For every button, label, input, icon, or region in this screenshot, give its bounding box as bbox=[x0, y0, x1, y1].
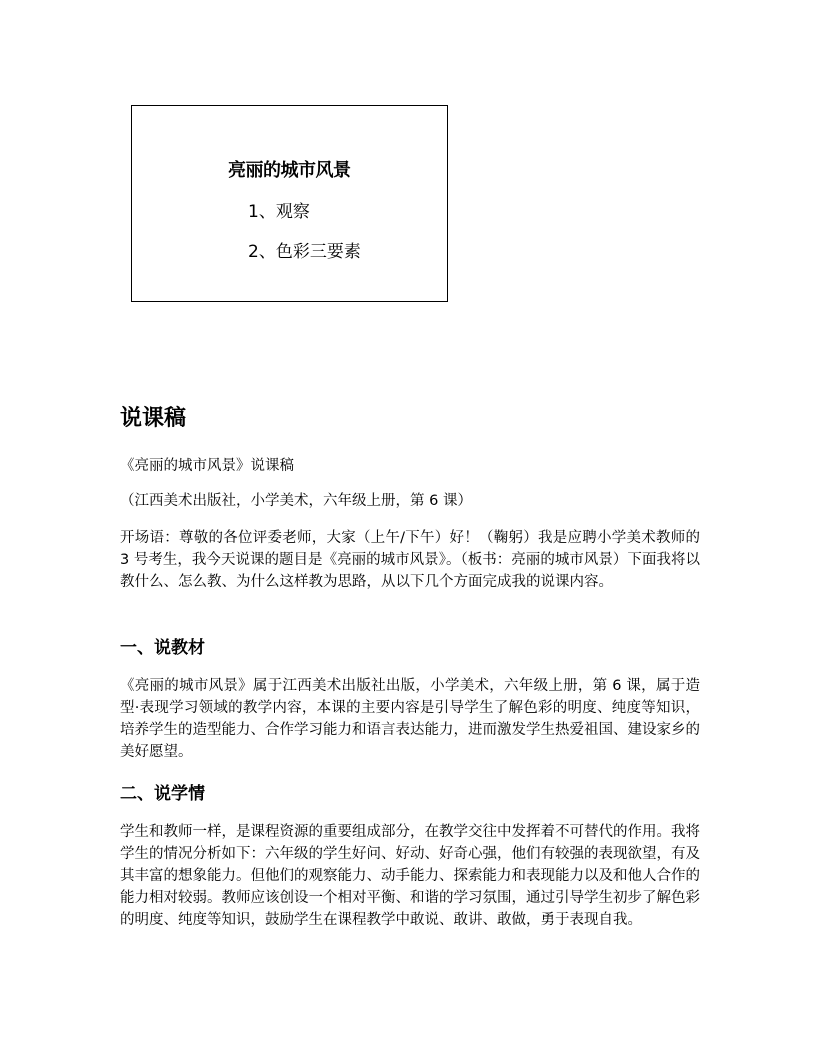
board-title: 亮丽的城市风景 bbox=[228, 160, 351, 181]
section-heading-textbook: 一、说教材 bbox=[120, 638, 205, 658]
document-subtitle: 《亮丽的城市风景》说课稿 bbox=[120, 458, 294, 474]
opening-paragraph: 开场语：尊敬的各位评委老师，大家（上午/下午）好！（鞠躬）我是应聘小学美术教师的 3 号考生，我今天说课的题目是《亮丽的城市风景》。（板书：亮丽的城市风景）下面我将以教什么、怎么教、为什么这样教为思路，从以下几个方面完成我的说课内容。 bbox=[120, 530, 700, 590]
document-title: 说课稿 bbox=[120, 406, 187, 431]
section-body-students: 学生和教师一样，是课程资源的重要组成部分，在教学交往中发挥着不可替代的作用。我将学生的情况分析如下：六年级的学生好问、好动、好奇心强，他们有较强的表现欲望，有及其丰富的想象能力。但他们的观察能力、动手能力、探索能力和表现能力以及和他人合作的能力相对较弱。教师应该创设一个相对平衡、和谐的学习氛围，通过引导学生初步了解色彩的明度、纯度等知识，鼓励学生在课程教学中敢说、敢讲、敢做，勇于表现自我。 bbox=[120, 824, 700, 928]
section-body-textbook: 《亮丽的城市风景》属于江西美术出版社出版，小学美术，六年级上册，第 6 课，属于造型·表现学习领域的教学内容，本课的主要内容是引导学生了解色彩的明度、纯度等知识，培养学生的造型能力、合作学习能力和语言表达能力，进而激发学生热爱祖国、建设家乡的美好愿望。 bbox=[120, 678, 700, 760]
blackboard-design-box bbox=[131, 105, 448, 302]
board-item-color-elements: 2、色彩三要素 bbox=[248, 242, 361, 262]
section-heading-students: 二、说学情 bbox=[120, 784, 205, 804]
textbook-source: （江西美术出版社，小学美术，六年级上册，第 6 课） bbox=[120, 493, 472, 509]
board-item-observe: 1、观察 bbox=[248, 202, 310, 222]
